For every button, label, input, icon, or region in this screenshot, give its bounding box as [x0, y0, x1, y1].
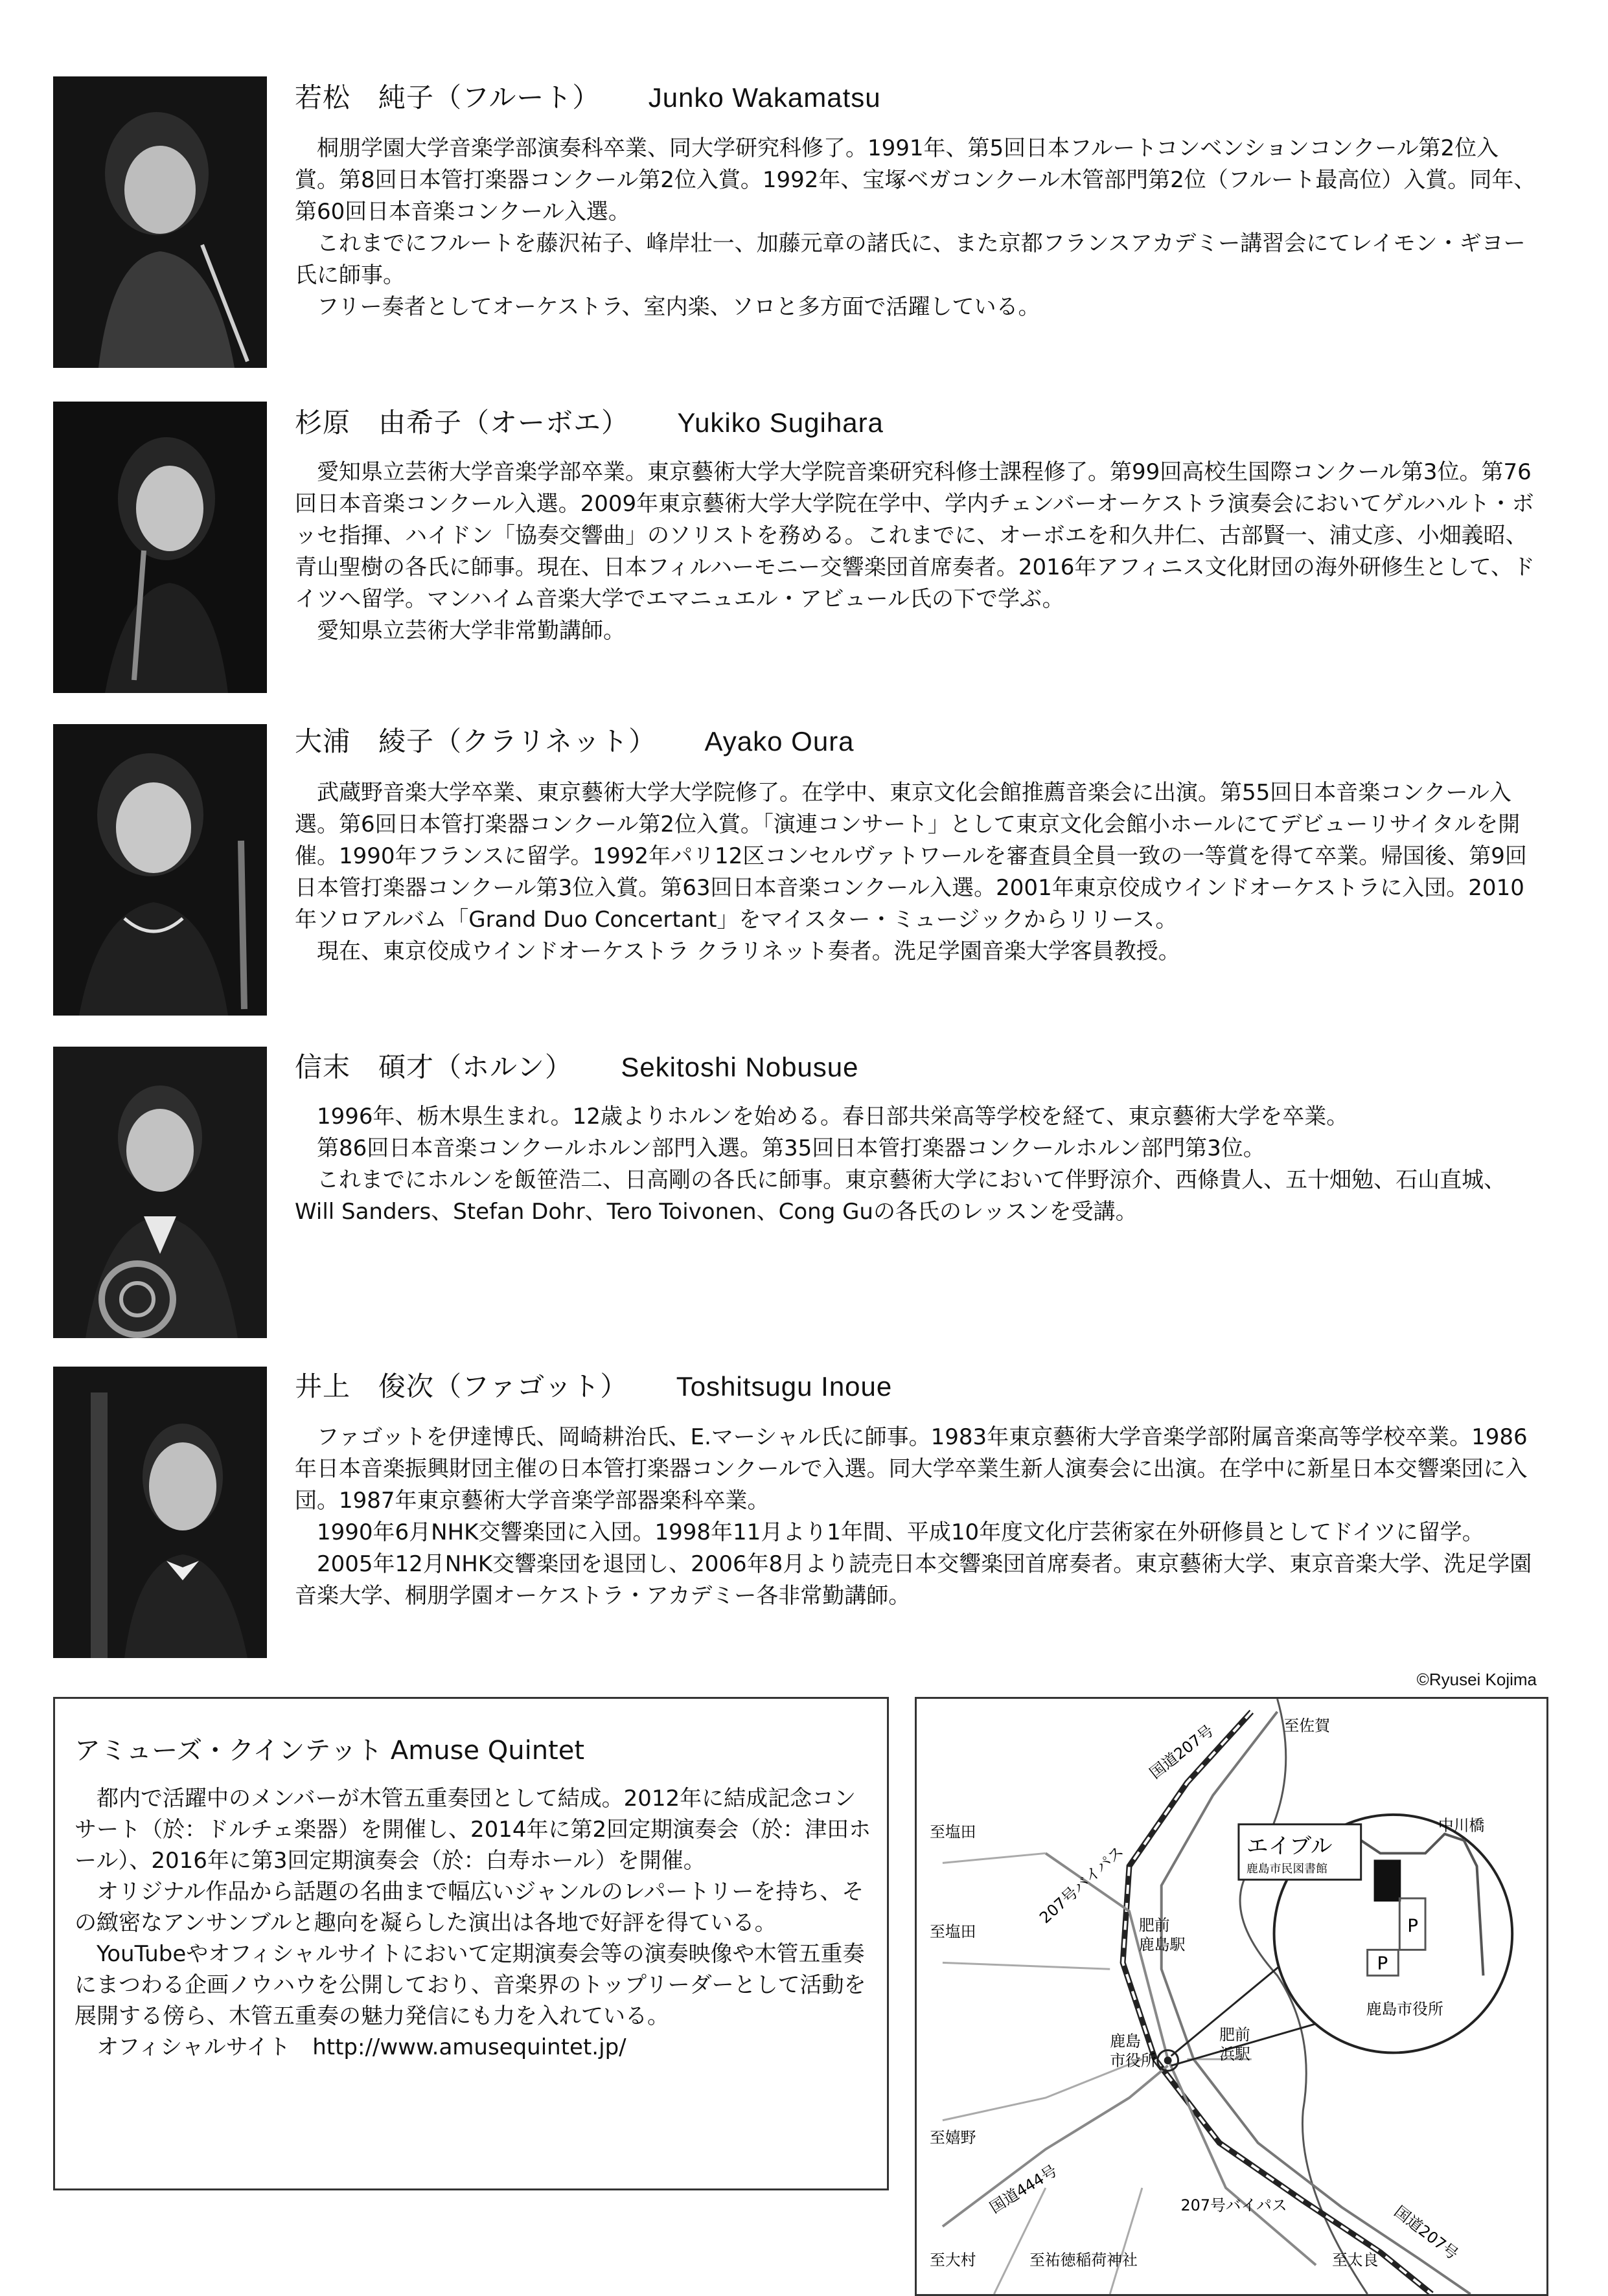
member-name-en: Ayako Oura	[704, 726, 855, 756]
venue-subtitle: 鹿島市民図書館	[1246, 1862, 1327, 1876]
member-heading	[295, 720, 855, 759]
photo-credit: ©Ryusei Kojima	[1416, 1670, 1537, 1689]
svg-text:至太良: 至太良	[1331, 2251, 1379, 2269]
member-bio	[295, 133, 1542, 323]
portrait-clarinet-player-icon	[53, 724, 267, 1016]
quintet-paragraph: 都内で活躍中のメンバーが木管五重奏団として結成。2012年に結成記念コンサート（於：ドルチェ楽器）を開催し、2014年に第2回定期演奏会（於：津田ホール）、2016年に第3回定期演奏会（於：白寿ホール）を開催。	[75, 1786, 871, 1874]
bio-paragraph: 愛知県立芸術大学非常勤講師。	[317, 618, 625, 644]
svg-text:至大村: 至大村	[930, 2251, 976, 2269]
svg-text:至佐賀: 至佐賀	[1283, 1716, 1330, 1735]
member-photo-wakamatsu	[53, 76, 267, 368]
venue-name: エイブル	[1246, 1833, 1333, 1859]
bio-paragraph: これまでにフルートを藤沢祐子、峰岸壮一、加藤元章の諸氏に、また京都フランスアカデミー講習会にてレイモン・ギヨー氏に師事。	[295, 231, 1526, 288]
svg-text:国道207号: 国道207号	[1390, 2202, 1462, 2264]
venue-building-icon	[1374, 1859, 1401, 1902]
member-name-ja: 井上 俊次（ファゴット）	[295, 1370, 628, 1402]
bio-paragraph: 現在、東京佼成ウインドオーケストラ クラリネット奏者。洗足学園音楽大学客員教授。	[317, 938, 1180, 964]
portrait-oboe-player-icon	[53, 402, 267, 693]
member-bio	[295, 1101, 1542, 1228]
member-photo-oura	[53, 724, 267, 1016]
member-name-ja: 杉原 由希子（オーボエ）	[295, 407, 630, 438]
access-map	[915, 1697, 1548, 2296]
member-name-en: Toshitsugu Inoue	[676, 1371, 893, 1402]
quintet-title: アミューズ・クインテット Amuse Quintet	[75, 1736, 585, 1766]
svg-text:国道207号: 国道207号	[1146, 1721, 1217, 1782]
svg-text:207号バイパス: 207号バイパス	[1180, 2196, 1287, 2214]
parking-icon: P	[1377, 1952, 1388, 1974]
quintet-info-box	[53, 1697, 889, 2190]
svg-text:至塩田: 至塩田	[930, 1922, 976, 1941]
member-heading	[295, 76, 881, 115]
parking-icon: P	[1407, 1915, 1418, 1937]
bio-paragraph: 桐朋学園大学音楽学部演奏科卒業、同大学研究科修了。1991年、第5回日本フルートコンベンションコンクール第2位入賞。第8回日本管打楽器コンクール第2位入賞。1992年、宝塚ベガコンクール木管部門第2位（フルート最高位）入賞。同年、第60回日本音楽コンクール入選。	[295, 135, 1536, 225]
member-photo-sugihara	[53, 402, 267, 693]
svg-text:肥前: 肥前	[1219, 2025, 1250, 2044]
bio-paragraph: 1990年6月NHK交響楽団に入団。1998年11月より1年間、平成10年度文化庁芸術家在外研修員としてドイツに留学。	[317, 1519, 1484, 1545]
official-site-link[interactable]: オフィシャルサイト http://www.amusequintet.jp/	[97, 2034, 626, 2060]
member-bio	[295, 457, 1542, 647]
svg-text:207号バイパス: 207号バイパス	[1036, 1842, 1127, 1927]
bio-paragraph: これまでにホルンを飯笹浩二、日高剛の各氏に師事。東京藝術大学において伴野涼介、西條貴人、五十畑勉、石山直城、Will Sanders、Stefan Dohr、Tero Toivonen、Cong Guの各氏のレッスンを受講。	[295, 1167, 1506, 1225]
bio-paragraph: 第86回日本音楽コンクールホルン部門入選。第35回日本管打楽器コンクールホルン部門第3位。	[317, 1135, 1265, 1161]
portrait-flute-player-icon	[53, 76, 267, 368]
svg-text:浜駅: 浜駅	[1219, 2045, 1250, 2063]
portrait-horn-player-icon	[53, 1047, 267, 1338]
quintet-description	[75, 1783, 871, 2063]
member-name-en: Sekitoshi Nobusue	[621, 1052, 859, 1082]
member-heading	[295, 1046, 859, 1085]
svg-text:肥前: 肥前	[1138, 1916, 1170, 1935]
svg-text:至塩田: 至塩田	[930, 1823, 976, 1841]
svg-text:至嬉野: 至嬉野	[930, 2128, 976, 2147]
member-name-ja: 信末 碩才（ホルン）	[295, 1051, 573, 1083]
member-name-ja: 大浦 綾子（クラリネット）	[295, 725, 657, 757]
member-name-ja: 若松 純子（フルート）	[295, 82, 601, 113]
member-photo-inoue	[53, 1367, 267, 1658]
bio-paragraph: 2005年12月NHK交響楽団を退団し、2006年8月より読売日本交響楽団首席奏者。東京藝術大学、東京音楽大学、洗足学園音楽大学、桐朋学園オーケストラ・アカデミー各非常勤講師。	[295, 1551, 1532, 1609]
portrait-bassoon-player-icon	[53, 1367, 267, 1658]
member-heading	[295, 1365, 892, 1404]
svg-text:鹿島: 鹿島	[1110, 2032, 1141, 2051]
quintet-paragraph: オリジナル作品から話題の名曲まで幅広いジャンルのレパートリーを持ち、その緻密なアンサンブルと趣向を凝らした演出は各地で好評を得ている。	[75, 1879, 864, 1936]
svg-text:鹿島市役所: 鹿島市役所	[1366, 1999, 1443, 2018]
svg-text:鹿島駅: 鹿島駅	[1138, 1935, 1186, 1954]
member-bio	[295, 777, 1542, 968]
member-photo-nobusue	[53, 1047, 267, 1338]
svg-text:中川橋: 中川橋	[1438, 1816, 1485, 1835]
member-heading	[295, 402, 884, 440]
quintet-paragraph: YouTubeやオフィシャルサイトにおいて定期演奏会等の演奏映像や木管五重奏にまつわる企画ノウハウを公開しており、音楽界のトップリーダーとして活動を展開する傍ら、木管五重奏の魅力発信にも力を入れている。	[75, 1941, 866, 2029]
bio-paragraph: フリー奏者としてオーケストラ、室内楽、ソロと多方面で活躍している。	[317, 294, 1040, 320]
member-name-en: Yukiko Sugihara	[677, 407, 884, 438]
member-name-en: Junko Wakamatsu	[648, 82, 881, 113]
bio-paragraph: 愛知県立芸術大学音楽学部卒業。東京藝術大学大学院音楽研究科修士課程修了。第99回高校生国際コンクール第3位。第76回日本音楽コンクール入選。2009年東京藝術大学大学院在学中、学内チェンバーオーケストラ演奏会においてゲルハルト・ボッセ指揮、ハイドン「協奏交響曲」のソリストを務める。これまでに、オーボエを和久井仁、古部賢一、浦丈彦、小畑義昭、青山聖樹の各氏に師事。現在、日本フィルハーモニー交響楽団首席奏者。2016年アフィニス文化財団の海外研修生として、ドイツへ留学。マンハイム音楽大学でエマニュエル・アビュール氏の下で学ぶ。	[295, 459, 1535, 612]
svg-text:至祐徳稲荷神社: 至祐徳稲荷神社	[1029, 2251, 1138, 2269]
bio-paragraph: 1996年、栃木県生まれ。12歳よりホルンを始める。春日部共栄高等学校を経て、東京藝術大学を卒業。	[317, 1104, 1349, 1130]
member-bio	[295, 1422, 1542, 1612]
map-drawing	[917, 1699, 1546, 2294]
route-444	[943, 2065, 1168, 2226]
svg-text:市役所: 市役所	[1110, 2051, 1156, 2070]
bio-paragraph: 武蔵野音楽大学卒業、東京藝術大学大学院修了。在学中、東京文化会館推薦音楽会に出演。第55回日本音楽コンクール入選。第6回日本管打楽器コンクール第2位入賞。「演連コンサート」として東京文化会館小ホールにてデビューリサイタルを開催。1990年フランスに留学。1992年パリ12区コンセルヴァトワールを審査員全員一致の一等賞を得て卒業。帰国後、第9回日本管打楽器コンクール第3位入賞。第63回日本音楽コンクール入選。2001年東京佼成ウインドオーケストラに入団。2010年ソロアルバム「Grand Duo Concertant」をマイスター・ミュージックからリリース。	[295, 780, 1527, 933]
bio-paragraph: ファゴットを伊達博氏、岡崎耕治氏、E.マーシャル氏に師事。1983年東京藝術大学音楽学部附属音楽高等学校卒業。1986年日本音楽振興財団主催の日本管打楽器コンクールで入選。同大学卒業生新人演奏会に出演。在学中に新星日本交響楽団に入団。1987年東京藝術大学音楽学部器楽科卒業。	[295, 1424, 1528, 1514]
svg-text:国道444号: 国道444号	[986, 2161, 1061, 2217]
